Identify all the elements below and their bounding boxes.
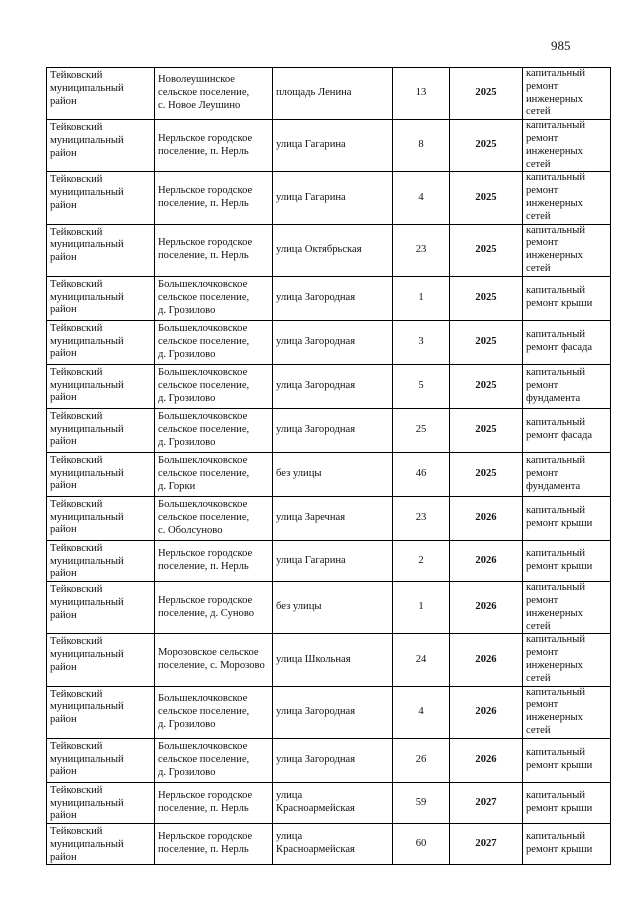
settlement-cell-line: поселение, п. Нерль [158, 560, 249, 572]
house-number-cell: 59 [393, 782, 450, 823]
district-cell-line: Тейковский [50, 278, 103, 290]
table-row [47, 686, 611, 738]
street-cell [273, 738, 393, 782]
district-cell-line: район [50, 199, 77, 211]
year-cell: 2026 [450, 686, 523, 738]
year-cell: 2025 [450, 408, 523, 452]
district-cell-line: Тейковский [50, 542, 103, 554]
district-cell-line: район [50, 436, 77, 448]
table-row [47, 634, 611, 686]
street-cell-line: улица [276, 831, 303, 843]
street-cell-line: улица Заречная [276, 511, 346, 523]
district-cell-line: Тейковский [50, 740, 103, 752]
work-type-cell-line: капитальный [526, 285, 586, 297]
work-type-cell-line: сетей [526, 158, 551, 170]
year-cell: 2025 [450, 224, 523, 276]
settlement-cell-line: сельское поселение, [158, 335, 250, 347]
work-type-cell-line: капитальный [526, 790, 586, 802]
street-cell-line: улица [276, 790, 303, 802]
district-cell-line: Тейковский [50, 122, 103, 134]
work-type-cell-line: инженерных [526, 607, 583, 619]
street-cell [273, 68, 393, 120]
work-type-cell-line: ремонт крыши [526, 518, 593, 530]
street-cell-line: площадь Ленина [276, 87, 352, 99]
work-type-cell-line: инженерных [526, 93, 583, 105]
street-cell [273, 408, 393, 452]
district-cell-line: район [50, 568, 77, 580]
street-cell [273, 582, 393, 634]
work-type-cell [523, 120, 611, 172]
street-cell-line: улица Загородная [276, 423, 356, 435]
district-cell-line: муниципальный [50, 701, 124, 713]
district-cell [47, 276, 155, 320]
street-cell-line: улица Октябрьская [276, 243, 362, 255]
year-cell: 2025 [450, 276, 523, 320]
district-cell-line: район [50, 252, 77, 264]
settlement-cell-line: сельское поселение, [158, 379, 250, 391]
district-cell [47, 496, 155, 540]
street-cell [273, 120, 393, 172]
settlement-cell [155, 120, 273, 172]
work-type-cell-line: капитальный [526, 505, 586, 517]
street-cell [273, 276, 393, 320]
table-row [47, 320, 611, 364]
street-cell [273, 824, 393, 865]
district-cell-line: муниципальный [50, 379, 124, 391]
settlement-cell-line: с. Оболсуново [158, 524, 223, 536]
street-cell-line: без улицы [276, 467, 322, 479]
street-cell [273, 496, 393, 540]
work-type-cell-line: сетей [526, 106, 551, 118]
district-cell-line: Тейковский [50, 826, 103, 838]
work-type-cell-line: инженерных [526, 250, 583, 262]
work-type-cell-line: капитальный [526, 582, 586, 594]
district-cell-line: муниципальный [50, 82, 124, 94]
work-type-cell-line: сетей [526, 210, 551, 222]
work-type-cell-line: сетей [526, 262, 551, 274]
work-type-cell-line: ремонт [526, 379, 559, 391]
table-row [47, 68, 611, 120]
street-cell [273, 172, 393, 224]
work-type-cell-line: инженерных [526, 712, 583, 724]
work-type-cell-line: инженерных [526, 145, 583, 157]
work-type-cell [523, 224, 611, 276]
district-cell-line: район [50, 304, 77, 316]
table-row [47, 452, 611, 496]
year-cell: 2026 [450, 582, 523, 634]
house-number-cell: 8 [393, 120, 450, 172]
work-type-cell-line: ремонт [526, 132, 559, 144]
settlement-cell-line: сельское поселение, [158, 87, 250, 99]
work-type-cell [523, 68, 611, 120]
settlement-cell-line: поселение, п. Нерль [158, 145, 249, 157]
settlement-cell-line: д. Горки [158, 480, 196, 492]
district-cell [47, 172, 155, 224]
district-cell [47, 686, 155, 738]
year-cell: 2025 [450, 172, 523, 224]
table-row [47, 824, 611, 865]
district-cell-line: район [50, 609, 77, 621]
year-cell: 2027 [450, 782, 523, 823]
district-cell-line: район [50, 392, 77, 404]
district-cell-line: муниципальный [50, 187, 124, 199]
district-cell [47, 824, 155, 865]
settlement-cell-line: Новолеушинское [158, 74, 235, 86]
work-type-cell-line: ремонт [526, 699, 559, 711]
settlement-cell-line: поселение, п. Нерль [158, 250, 249, 262]
work-type-cell-line: капитальный [526, 548, 586, 560]
street-cell-line: улица Загородная [276, 291, 356, 303]
settlement-cell [155, 496, 273, 540]
work-type-cell-line: ремонт [526, 467, 559, 479]
table-row [47, 120, 611, 172]
settlement-cell-line: сельское поселение, [158, 705, 250, 717]
work-type-cell-line: ремонт [526, 647, 559, 659]
work-type-cell-line: ремонт крыши [526, 760, 593, 772]
settlement-cell [155, 320, 273, 364]
work-type-cell-line: капитальный [526, 120, 586, 132]
settlement-cell-line: Большеклочковское [158, 279, 248, 291]
year-cell: 2026 [450, 496, 523, 540]
district-cell-line: муниципальный [50, 423, 124, 435]
settlement-cell-line: Нерльское городское [158, 237, 253, 249]
settlement-cell [155, 540, 273, 581]
district-cell [47, 68, 155, 120]
district-cell [47, 224, 155, 276]
house-number-cell: 46 [393, 452, 450, 496]
district-cell [47, 408, 155, 452]
district-cell-line: муниципальный [50, 753, 124, 765]
street-cell-line: улица Загородная [276, 335, 356, 347]
work-type-cell [523, 540, 611, 581]
year-cell: 2025 [450, 364, 523, 408]
house-number-cell: 2 [393, 540, 450, 581]
work-type-cell-line: ремонт фасада [526, 342, 593, 354]
work-type-cell-line: ремонт фасада [526, 430, 593, 442]
work-type-cell-line: инженерных [526, 659, 583, 671]
settlement-cell-line: Нерльское городское [158, 831, 253, 843]
work-type-cell [523, 452, 611, 496]
work-type-cell-line: ремонт крыши [526, 802, 593, 814]
year-cell: 2025 [450, 120, 523, 172]
district-cell-line: Тейковский [50, 410, 103, 422]
work-type-cell-line: капитальный [526, 747, 586, 759]
district-cell-line: Тейковский [50, 636, 103, 648]
work-type-cell-line: сетей [526, 620, 551, 632]
work-type-cell [523, 276, 611, 320]
page-number: 985 [551, 38, 571, 53]
settlement-cell-line: Большеклочковское [158, 411, 248, 423]
settlement-cell-line: с. Новое Леушино [158, 99, 241, 111]
settlement-cell [155, 172, 273, 224]
district-cell-line: Тейковский [50, 70, 103, 81]
district-cell-line: муниципальный [50, 511, 124, 523]
house-number-cell: 23 [393, 224, 450, 276]
street-cell [273, 224, 393, 276]
work-type-cell [523, 320, 611, 364]
year-cell: 2027 [450, 824, 523, 865]
district-cell-line: район [50, 766, 77, 778]
house-number-cell: 4 [393, 686, 450, 738]
settlement-cell-line: Большеклочковское [158, 692, 248, 704]
district-cell-line: район [50, 524, 77, 536]
settlement-cell [155, 634, 273, 686]
year-cell: 2026 [450, 738, 523, 782]
work-type-cell-line: капитальный [526, 455, 586, 467]
district-cell-line: район [50, 851, 77, 863]
district-cell [47, 364, 155, 408]
work-type-cell-line: капитальный [526, 224, 586, 236]
year-cell: 2025 [450, 68, 523, 120]
table-row [47, 224, 611, 276]
settlement-cell-line: сельское поселение, [158, 753, 250, 765]
house-number-cell: 23 [393, 496, 450, 540]
district-cell-line: Тейковский [50, 784, 103, 796]
work-type-cell [523, 364, 611, 408]
district-cell-line: район [50, 661, 77, 673]
work-type-cell-line: ремонт [526, 80, 559, 92]
year-cell: 2026 [450, 634, 523, 686]
street-cell [273, 540, 393, 581]
work-type-cell-line: ремонт крыши [526, 844, 593, 856]
street-cell-line: улица Загородная [276, 379, 356, 391]
work-type-cell [523, 408, 611, 452]
work-type-cell-line: ремонт [526, 237, 559, 249]
settlement-cell [155, 824, 273, 865]
district-cell-line: район [50, 714, 77, 726]
work-type-cell-line: капитальный [526, 686, 586, 698]
district-cell-line: Тейковский [50, 454, 103, 466]
settlement-cell-line: д. Грозилово [158, 348, 216, 360]
settlement-cell-line: Нерльское городское [158, 790, 253, 802]
street-cell-line: без улицы [276, 601, 322, 613]
settlement-cell [155, 452, 273, 496]
settlement-cell-line: Нерльское городское [158, 594, 253, 606]
street-cell-line: улица Гагарина [276, 191, 346, 203]
street-cell [273, 686, 393, 738]
table-body [47, 68, 611, 865]
work-type-cell-line: капитальный [526, 634, 586, 646]
settlement-cell-line: Большеклочковское [158, 367, 248, 379]
settlement-cell [155, 686, 273, 738]
house-number-cell: 60 [393, 824, 450, 865]
district-cell-line: муниципальный [50, 467, 124, 479]
street-cell [273, 452, 393, 496]
street-cell [273, 364, 393, 408]
district-cell-line: Тейковский [50, 688, 103, 700]
work-type-cell-line: капитальный [526, 417, 586, 429]
settlement-cell [155, 68, 273, 120]
settlement-cell [155, 738, 273, 782]
district-cell-line: Тейковский [50, 174, 103, 186]
district-cell-line: муниципальный [50, 649, 124, 661]
settlement-cell-line: Морозовское сельское [158, 647, 259, 659]
district-cell-line: район [50, 810, 77, 822]
district-cell [47, 634, 155, 686]
settlement-cell [155, 408, 273, 452]
district-cell [47, 120, 155, 172]
table-row [47, 408, 611, 452]
work-type-cell-line: фундамента [526, 392, 581, 404]
settlement-cell-line: Большеклочковское [158, 741, 248, 752]
settlement-cell [155, 276, 273, 320]
settlement-cell [155, 782, 273, 823]
district-cell-line: муниципальный [50, 797, 124, 809]
district-cell-line: муниципальный [50, 134, 124, 146]
work-type-cell [523, 496, 611, 540]
house-number-cell: 13 [393, 68, 450, 120]
district-cell [47, 320, 155, 364]
settlement-cell-line: поселение, п. Нерль [158, 197, 249, 209]
work-type-cell-line: фундамента [526, 480, 581, 492]
district-cell-line: муниципальный [50, 555, 124, 567]
settlement-cell-line: поселение, п. Нерль [158, 802, 249, 814]
street-cell-line: улица Гагарина [276, 554, 346, 566]
district-cell-line: район [50, 480, 77, 492]
work-type-cell-line: капитальный [526, 68, 586, 79]
settlement-cell-line: сельское поселение, [158, 291, 250, 303]
house-number-cell: 5 [393, 364, 450, 408]
district-cell-line: муниципальный [50, 838, 124, 850]
settlement-cell-line: д. Грозилово [158, 392, 216, 404]
work-type-cell [523, 824, 611, 865]
district-cell [47, 540, 155, 581]
district-cell-line: Тейковский [50, 322, 103, 334]
street-cell-line: улица Загородная [276, 753, 356, 765]
settlement-cell [155, 364, 273, 408]
house-number-cell: 3 [393, 320, 450, 364]
table-row [47, 276, 611, 320]
house-number-cell: 25 [393, 408, 450, 452]
settlement-cell-line: поселение, д. Суново [158, 607, 255, 619]
district-cell-line: Тейковский [50, 584, 103, 596]
district-cell-line: район [50, 95, 77, 107]
year-cell: 2025 [450, 452, 523, 496]
work-type-cell-line: капитальный [526, 172, 586, 184]
street-cell [273, 782, 393, 823]
settlement-cell-line: Большеклочковское [158, 455, 248, 467]
district-cell [47, 452, 155, 496]
settlement-cell-line: д. Грозилово [158, 766, 216, 778]
district-cell-line: район [50, 348, 77, 360]
street-cell-line: улица Гагарина [276, 139, 346, 151]
work-type-cell-line: капитальный [526, 329, 586, 341]
settlement-cell-line: сельское поселение, [158, 423, 250, 435]
district-cell-line: Тейковский [50, 366, 103, 378]
district-cell-line: Тейковский [50, 226, 103, 238]
settlement-cell-line: д. Грозилово [158, 436, 216, 448]
street-cell-line: Красноармейская [276, 802, 355, 814]
settlement-cell-line: Нерльское городское [158, 548, 253, 560]
work-type-cell-line: сетей [526, 672, 551, 684]
settlement-cell-line: Нерльское городское [158, 132, 253, 144]
street-cell [273, 634, 393, 686]
district-cell-line: район [50, 147, 77, 159]
district-cell-line: муниципальный [50, 291, 124, 303]
district-cell-line: муниципальный [50, 239, 124, 251]
settlement-cell-line: Большеклочковское [158, 323, 248, 335]
house-number-cell: 1 [393, 276, 450, 320]
work-type-cell [523, 172, 611, 224]
year-cell: 2026 [450, 540, 523, 581]
street-cell-line: улица Школьная [276, 653, 351, 665]
year-cell: 2025 [450, 320, 523, 364]
work-type-cell [523, 738, 611, 782]
settlement-cell [155, 224, 273, 276]
settlement-cell-line: Большеклочковское [158, 499, 248, 511]
street-cell [273, 320, 393, 364]
settlement-cell-line: д. Грозилово [158, 718, 216, 730]
district-cell-line: муниципальный [50, 335, 124, 347]
work-type-cell [523, 582, 611, 634]
table-row [47, 540, 611, 581]
district-cell-line: Тейковский [50, 498, 103, 510]
settlement-cell [155, 582, 273, 634]
work-type-cell [523, 782, 611, 823]
work-type-cell-line: капитальный [526, 831, 586, 843]
table-row [47, 782, 611, 823]
work-type-cell-line: ремонт крыши [526, 298, 593, 310]
settlement-cell-line: Нерльское городское [158, 185, 253, 197]
work-type-cell-line: ремонт [526, 185, 559, 197]
street-cell-line: улица Загородная [276, 705, 356, 717]
table-row [47, 582, 611, 634]
work-type-cell-line: ремонт крыши [526, 560, 593, 572]
work-type-cell-line: инженерных [526, 197, 583, 209]
settlement-cell-line: поселение, п. Нерль [158, 844, 249, 856]
settlement-cell-line: поселение, с. Морозово [158, 659, 265, 671]
district-cell [47, 582, 155, 634]
settlement-cell-line: д. Грозилово [158, 304, 216, 316]
table-row [47, 172, 611, 224]
work-type-cell-line: капитальный [526, 367, 586, 379]
work-type-cell-line: сетей [526, 724, 551, 736]
table-row [47, 364, 611, 408]
street-cell-line: Красноармейская [276, 844, 355, 856]
housing-repair-table [46, 67, 611, 865]
table-row [47, 496, 611, 540]
house-number-cell: 26 [393, 738, 450, 782]
district-cell-line: муниципальный [50, 596, 124, 608]
work-type-cell [523, 686, 611, 738]
table-row [47, 738, 611, 782]
settlement-cell-line: сельское поселение, [158, 467, 250, 479]
work-type-cell [523, 634, 611, 686]
settlement-cell-line: сельское поселение, [158, 511, 250, 523]
work-type-cell-line: ремонт [526, 594, 559, 606]
house-number-cell: 4 [393, 172, 450, 224]
house-number-cell: 1 [393, 582, 450, 634]
district-cell [47, 738, 155, 782]
house-number-cell: 24 [393, 634, 450, 686]
district-cell [47, 782, 155, 823]
